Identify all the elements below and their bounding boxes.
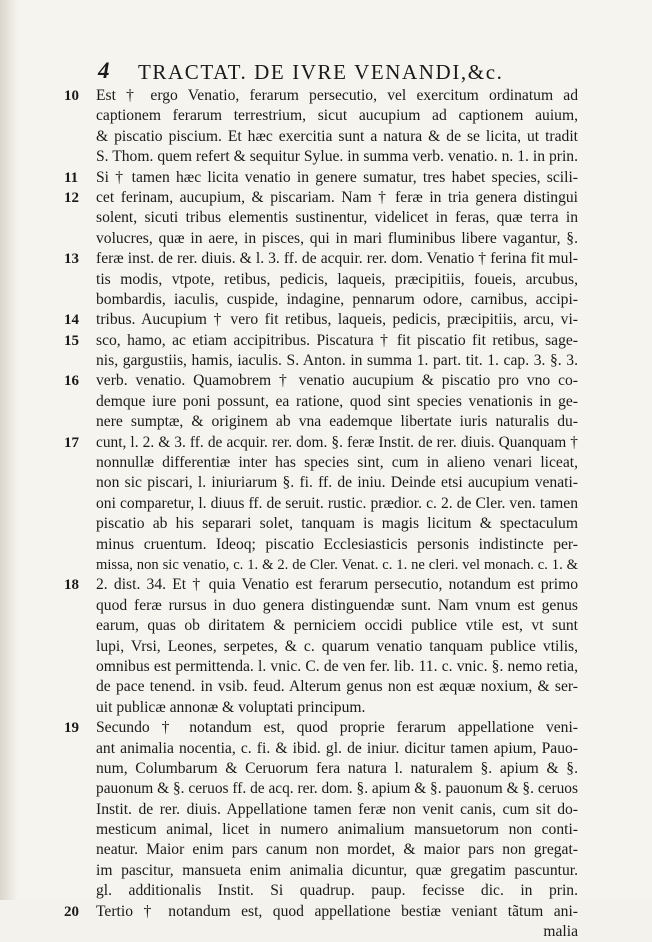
text-line [96,555,578,575]
marginal-line-number: 20 [64,903,79,920]
line-text: cunt, l. 2. & 3. ff. de acquir. rer. dom. §. feræ Instit. de rer. diuis. Quanquam † [96,433,578,451]
text-line [96,412,578,432]
line-text: piscatio ab his separari solet, tanquam is magis licitum & spectaculum [96,515,578,533]
page-gutter-shadow [0,0,18,900]
marginal-line-number: 10 [64,88,79,104]
text-line [96,861,578,881]
text-line [64,188,578,208]
text-line [96,779,578,799]
line-text: nis, gargustiis, hamis, iaculis. S. Anton. in summa 1. part. tit. 1. cap. 3. §. 3. [96,352,578,370]
line-text: S. Thom. quem refert & sequitur Sylue. in summa verb. venatio. n. 1. in prin. [96,148,578,166]
marginal-line-number: 13 [64,251,79,268]
line-text: tis modis, vtpote, retibus, pedicis, laqueis, præcipitiis, foueis, arcubus, [96,270,578,288]
line-text: lupi, Vrsi, Leones, serpetes, & c. quarum venatio tanquam publice vtilis, [96,637,578,655]
text-line [96,127,578,147]
line-text: Si † tamen hæc licita venatio in genere sumatur, tres habet species, scili- [96,168,578,186]
text-line [96,881,578,901]
line-text: missa, non sic venatio, c. 1. & 2. de Cler. Venat. c. 1. ne cleri. vel monach. c. 1. & [96,556,578,573]
line-text: earum, quas ob diritatem & perniciem occidi publice vtile est, vt sunt [96,617,578,635]
line-text: quod feræ rursus in duo genera distinguendæ sunt. Nam vnum est genus [96,596,578,614]
line-text: pauonum & §. ceruos ff. de acq. rer. dom. §. apium & §. pauonum & §. ceruos [96,780,578,798]
text-line [96,739,578,759]
text-line [64,168,578,188]
line-text: uit publicæ annonæ & voluptati principum. [96,698,366,716]
text-line [64,575,578,595]
line-text: malia [543,923,578,941]
marginal-line-number: 19 [64,720,79,737]
line-text: non sic piscari, l. iniuriarum §. fi. ff. de iniu. Deinde etsi aucupium venati- [96,474,578,492]
text-line [96,392,578,412]
marginal-line-number: 18 [64,577,79,594]
text-line [96,677,578,697]
text-line [96,759,578,779]
page-number: 4 [98,58,110,83]
line-text: tribus. Aucupium † vero fit retibus, laqueis, pedicis, præcipitiis, arcu, vi- [96,311,578,329]
line-text: sco, hamo, ac etiam accipitribus. Piscatura † fit piscatio fit retibus, sage- [96,331,578,349]
marginal-line-number: 16 [64,373,79,390]
line-text: bombardis, iaculis, cuspide, indagine, pennarum odore, carnibus, accipi- [96,290,578,308]
text-line [96,473,578,493]
line-text: im pascitur, mansueta enim animalia dicuntur, quæ gregatim pascuntur. [96,861,578,879]
text-line [64,371,578,391]
text-line [96,270,578,290]
line-text: ant animalia nocentia, c. fi. & ibid. gl. de iniur. dicitur tamen apium, Pauo- [96,739,578,757]
text-line [64,902,578,922]
text-line [96,800,578,820]
text-line [96,820,578,840]
text-line [96,922,578,942]
line-text: nonnullæ differentiæ inter has species sint, cum in alieno venari liceat, [96,454,578,472]
text-line [96,453,578,473]
text-line [96,351,578,371]
line-text: solent, sicuti tribus elementis sustinentur, videlicet in feras, quæ terra in [96,209,578,227]
text-line [64,310,578,330]
line-text: gl. additionalis Instit. Si quadrup. paup. fecisse dic. in prin. [96,882,578,900]
text-line [64,433,578,453]
text-line [64,249,578,269]
line-text: 2. dist. 34. Et † quia Venatio est ferarum persecutio, notandum est primo [96,576,578,594]
text-line [96,290,578,310]
marginal-line-number: 14 [64,312,79,329]
text-line [96,229,578,249]
line-text: & piscatio piscium. Et hæc exercitia sunt a natura & de se licita, ut tradit [96,127,578,145]
line-text: Tertio † notandum est, quod appellatione bestiæ veniant tãtum ani- [96,902,578,920]
text-line [96,147,578,167]
marginal-line-number: 11 [64,169,79,186]
text-line [96,698,578,718]
text-line [96,616,578,636]
line-text: Instit. de rer. diuis. Appellatione tamen feræ non venit canis, cum sit do- [96,800,578,818]
text-line [96,637,578,657]
marginal-line-number: 15 [64,332,79,349]
text-line [96,535,578,555]
line-text: verb. venatio. Quamobrem † venatio aucupium & piscatio pro vno co- [96,372,578,390]
marginal-line-number: 12 [64,189,79,206]
line-text: minus cruentum. Ideoq; piscatio Ecclesiasticis personis indistincte per- [96,535,578,553]
text-line [96,840,578,860]
line-text: nere sumptæ, & originem ab vna eademque libertate iuris naturalis du- [96,413,578,431]
running-head: TRACTAT. DE IVRE VENANDI,&c. [138,60,504,84]
line-text: de pace tenend. in vsib. feud. Alterum genus non est æquæ noxium, & ser- [96,678,578,696]
marginal-line-number: 17 [64,434,79,451]
line-text: neatur. Maior enim pars canum non mordet, & maior pars non gregat- [96,841,578,859]
text-line [64,331,578,351]
text-line [96,657,578,677]
line-text: omnibus est permittenda. l. vnic. C. de ven fer. lib. 11. c. vnic. §. nemo retia, [96,657,578,675]
text-line [96,596,578,616]
line-text: oni comparetur, l. diuus ff. de seruit. rustic. prædior. c. 2. de Cler. ven. tamen [96,494,578,512]
text-line [64,86,578,106]
line-text: mesticum animal, licet in numero animalium mansuetorum non conti- [96,821,578,839]
line-text: feræ inst. de rer. diuis. & l. 3. ff. de acquir. rer. dom. Venatio † ferina fit mul- [96,250,578,268]
line-text: Est † ergo Venatio, ferarum persecutio, vel exercitum ordinatum ad [96,87,578,104]
page-header [98,56,568,86]
text-line [64,718,578,738]
text-line [96,494,578,514]
line-text: cet ferinam, aucupium, & piscariam. Nam † feræ in tria genera distingui [96,188,578,206]
body-text [64,86,578,942]
text-line [96,514,578,534]
text-line [96,106,578,126]
line-text: num, Columbarum & Ceruorum fera natura l. naturalem §. apium & §. [96,759,578,777]
line-text: Secundo † notandum est, quod proprie ferarum appellatione veni- [96,719,578,737]
line-text: demque iure poni possunt, ea ratione, quod sint species venationis in ge- [96,392,578,410]
line-text: captionem ferarum terrestrium, sicut aucupium ad captionem auium, [96,107,578,125]
line-text: volucres, quæ in aere, in pisces, qui in mari fluminibus libere vagantur, §. [96,229,578,247]
text-line [96,208,578,228]
